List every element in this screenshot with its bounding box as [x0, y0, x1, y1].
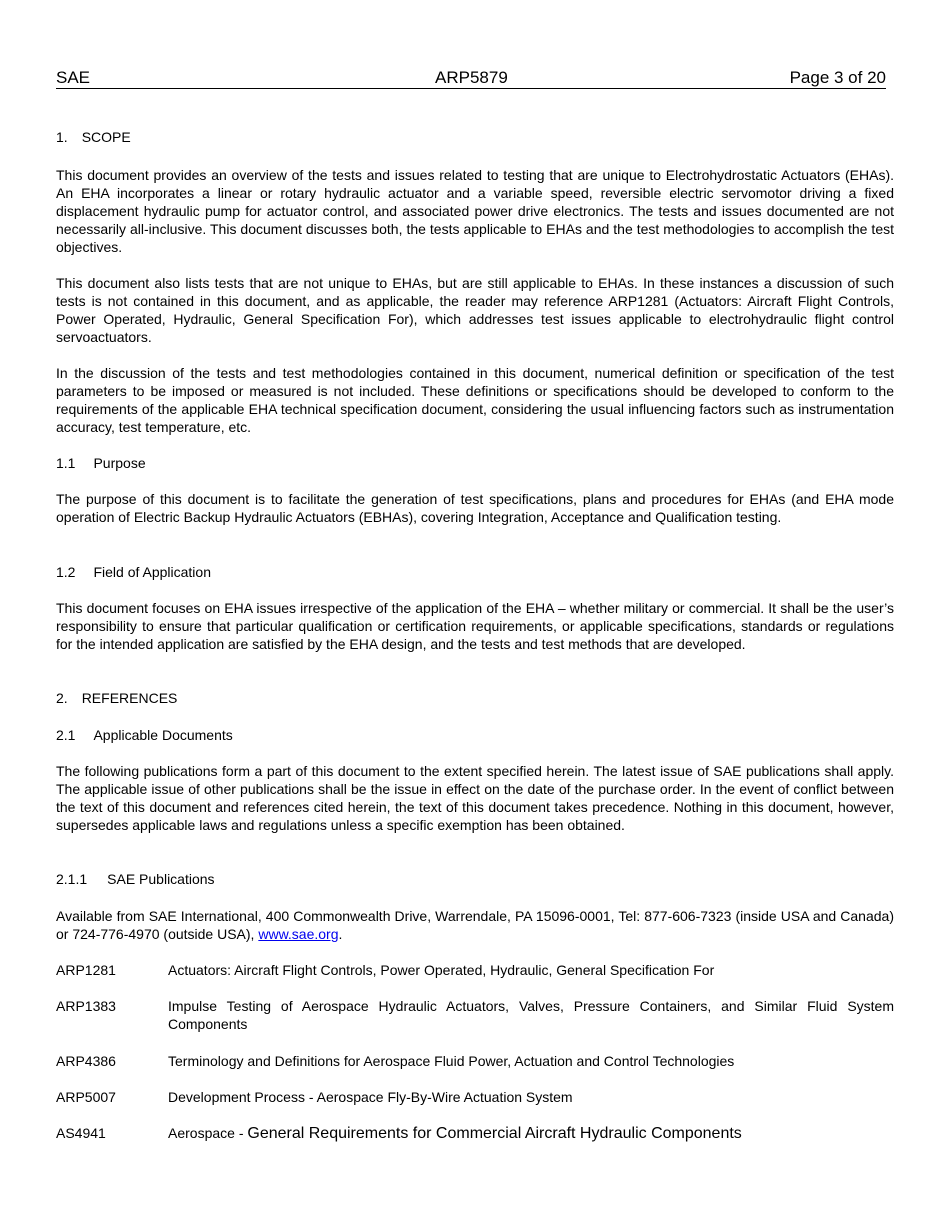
section-heading-applicable-documents	[56, 726, 894, 744]
sae-website-link[interactable]: www.sae.org	[258, 926, 339, 942]
reference-title-prefix: Aerospace -	[168, 1125, 248, 1141]
paragraph-scope-1: This document provides an overview of the tests and issues related to testing that are unique to Electrohydrostatic Actuators (EHAs). An EHA incorporates a linear or rotary hydraulic actuator and a variable speed, reversible electric servomotor driving a fixed displacement hydraulic pump for actuator control, and associated power drive electronics. The tests and issues documented are not necessarily all-inclusive. This document discusses both, the tests applicable to EHAs and the test methodologies to accomplish the test objectives.	[56, 167, 894, 255]
section-title: Purpose	[93, 455, 146, 471]
reference-title: Actuators: Aircraft Flight Controls, Power Operated, Hydraulic, General Specification For	[168, 962, 715, 978]
section-title: Field of Application	[93, 564, 211, 580]
paragraph-field-of-application: This document focuses on EHA issues irrespective of the application of the EHA – whether military or commercial. It shall be the user’s responsibility to ensure that particular qualification or certification requirements, or applicable specifications, standards or regulations for the intended application are satisfied by the EHA design, and the tests and test methods that are developed.	[56, 600, 894, 652]
availability-text: Available from SAE International, 400 Commonwealth Drive, Warrendale, PA 15096-0001, Tel: 877-606-7323 (inside USA and Canada) or 724-776-4970 (outside USA),	[56, 908, 894, 942]
section-number: 1.2	[56, 564, 76, 580]
header-org: SAE	[56, 68, 91, 87]
section-title: SCOPE	[81, 129, 131, 145]
section-number: 2.1	[56, 727, 76, 743]
reference-title: Terminology and Definitions for Aerospace Fluid Power, Actuation and Control Technologies	[168, 1053, 735, 1069]
paragraph-applicable-documents: The following publications form a part of this document to the extent specified herein. The latest issue of SAE publications shall apply. The applicable issue of other publications shall be the issue in effect on the date of the purchase order. In the event of conflict between the text of this document and references cited herein, the text of this document takes precedence. Nothing in this document, however, supersedes applicable laws and regulations unless a specific exemption has been obtained.	[56, 763, 894, 833]
paragraph-scope-2: This document also lists tests that are not unique to EHAs, but are still applicable to EHAs. In these instances a discussion of such tests is not contained in this document, and as applicable, the reader may reference ARP1281 (Actuators: Aircraft Flight Controls, Power Operated, Hydraulic, General Specification For), which addresses test issues applicable to electrohydraulic flight control servoactuators.	[56, 275, 894, 345]
header-doc-number: ARP5879	[435, 68, 508, 87]
section-heading-field-of-application	[56, 563, 894, 581]
section-heading-scope	[56, 128, 894, 146]
reference-code: AS4941	[56, 1125, 106, 1141]
reference-title: Development Process - Aerospace Fly-By-Wire Actuation System	[168, 1089, 573, 1105]
section-heading-references	[56, 689, 894, 707]
section-number: 2.1.1	[56, 871, 88, 887]
page-header	[56, 68, 886, 89]
header-page-number: Page 3 of 20	[789, 68, 886, 87]
reference-code: ARP5007	[56, 1089, 116, 1105]
reference-code: ARP1383	[56, 998, 116, 1014]
reference-title: Impulse Testing of Aerospace Hydraulic Actuators, Valves, Pressure Containers, and Similar Fluid System Components	[168, 998, 894, 1032]
reference-code: ARP4386	[56, 1053, 116, 1069]
paragraph-scope-3: In the discussion of the tests and test methodologies contained in this document, numerical definition or specification of the test parameters to be imposed or measured is not included. These definitions or specifications should be developed to conform to the requirements of the applicable EHA technical specification document, considering the usual influencing factors such as instrumentation accuracy, test temperature, etc.	[56, 365, 894, 435]
paragraph-purpose: The purpose of this document is to facilitate the generation of test specifications, plans and procedures for EHAs (and EHA mode operation of Electric Backup Hydraulic Actuators (EBHAs), covering Integration, Acceptance and Qualification testing.	[56, 491, 894, 525]
availability-end: .	[338, 926, 343, 942]
section-number: 2.	[56, 690, 68, 706]
section-heading-purpose	[56, 454, 894, 472]
reference-title-main: General Requirements for Commercial Aircraft Hydraulic Components	[247, 1125, 742, 1142]
section-number: 1.	[56, 129, 68, 145]
reference-title	[168, 1124, 894, 1143]
reference-code: ARP1281	[56, 962, 116, 978]
section-title: Applicable Documents	[93, 727, 233, 743]
section-number: 1.1	[56, 455, 76, 471]
paragraph-sae-availability	[56, 907, 894, 943]
section-title: SAE Publications	[107, 871, 215, 887]
section-title: REFERENCES	[81, 690, 178, 706]
section-heading-sae-publications	[56, 870, 894, 888]
